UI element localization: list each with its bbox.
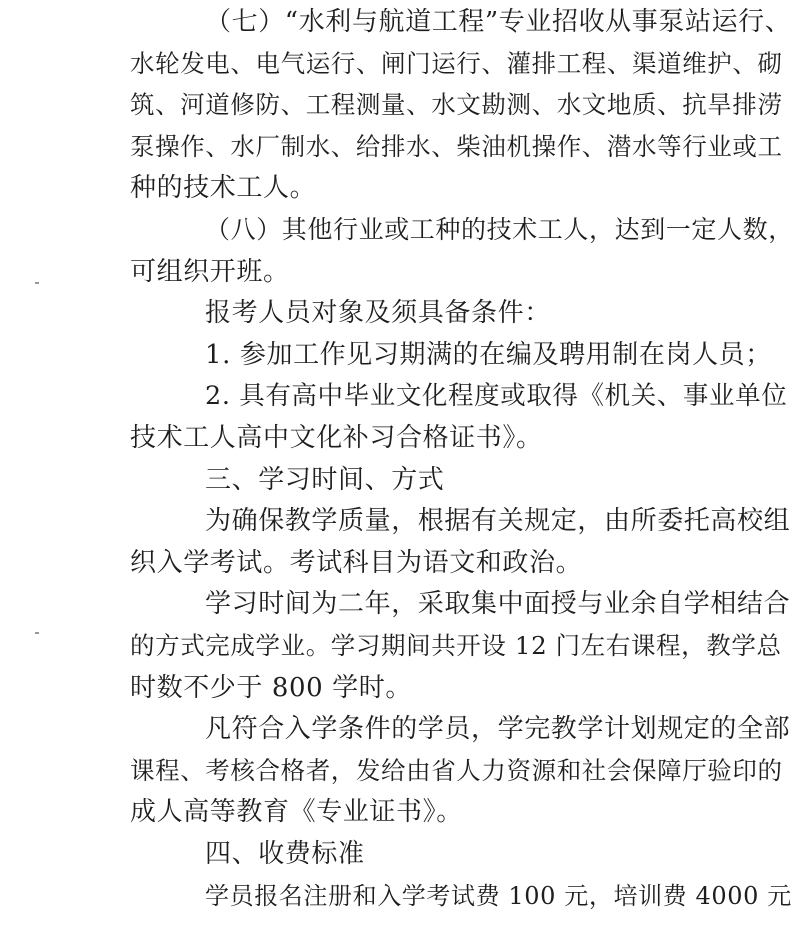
text-line: 学员报名注册和入学考试费 100 元，培训费 4000 元 [205,882,792,910]
text-line: 织入学考试。考试科目为语文和政治。 [130,548,583,578]
text-line: （七）“水利与航道工程”专业招收从事泵站运行、 [205,7,792,37]
text-line: 课程、考核合格者，发给由省人力资源和社会保障厅验印的 [130,756,783,785]
margin-mark [35,632,39,634]
text-line: 泵操作、水厂制水、给排水、柴油机操作、潜水等行业或工 [130,132,783,161]
text-line: 学习时间为二年，采取集中面授与业余自学相结合 [205,589,791,619]
text-line: 时数不少于 800 学时。 [130,673,412,703]
text-line: 为确保教学质量，根据有关规定，由所委托高校组 [205,506,791,536]
margin-mark [35,282,39,284]
text-line: 水轮发电、电气运行、闸门运行、灌排工程、渠道维护、砌 [130,49,783,78]
text-line: 2. 具有高中毕业文化程度或取得《机关、事业单位 [205,381,788,411]
text-line: 1. 参加工作见习期满的在编及聘用制在岗人员； [205,340,772,370]
text-line: 凡符合入学条件的学员，学完教学计划规定的全部 [205,714,791,744]
text-line: 报考人员对象及须具备条件： [205,298,551,328]
text-line: 可组织开班。 [130,257,290,287]
text-line: 技术工人高中文化补习合格证书》。 [130,423,543,453]
section-heading: 四、收费标准 [205,839,365,869]
text-line: 成人高等教育《专业证书》。 [130,797,463,827]
text-line: （八）其他行业或工种的技术工人，达到一定人数， [205,215,794,244]
text-line: 种的技术工人。 [130,173,317,203]
text-line: 的方式完成学业。学习期间共开设 12 门左右课程，教学总 [130,631,782,660]
text-line: 筑、河道修防、工程测量、水文勘测、水文地质、抗旱排涝 [130,90,783,119]
section-heading: 三、学习时间、方式 [205,465,445,495]
